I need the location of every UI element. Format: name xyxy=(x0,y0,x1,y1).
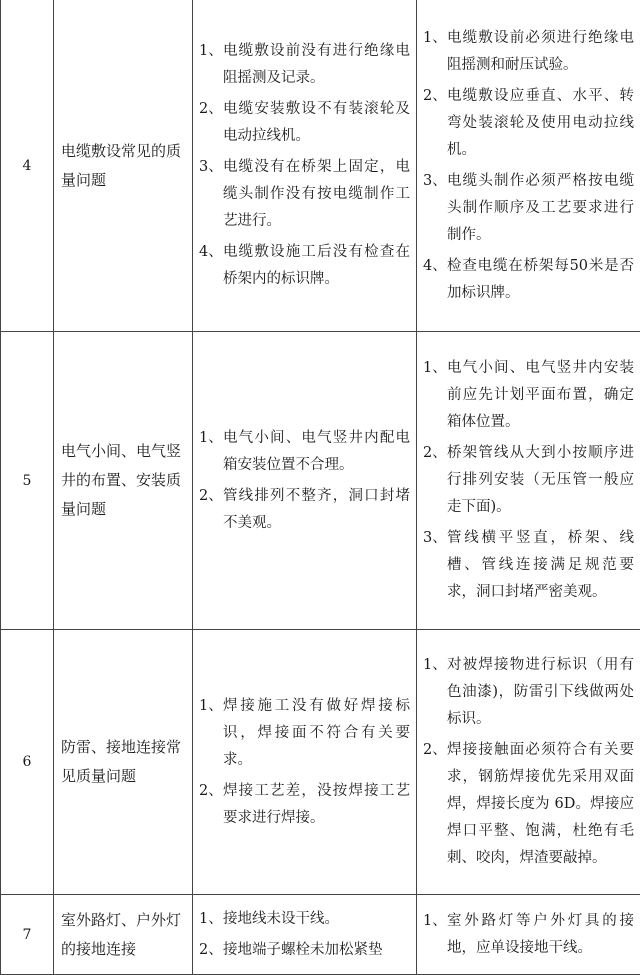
table-row xyxy=(1,895,640,975)
list-item: 3、 管线横平竖直，桥架、线槽、管线连接满足规范要求，洞口封堵严密美观。 xyxy=(423,525,634,606)
measure-list xyxy=(423,355,634,606)
problem-cell xyxy=(193,332,417,630)
row-number: 4 xyxy=(1,0,54,332)
measure-cell xyxy=(417,332,640,630)
list-item: 2、 焊接工艺差，没按焊接工艺要求进行焊接。 xyxy=(199,778,410,832)
measure-cell xyxy=(417,895,640,975)
issue-topic: 室外路灯、户外灯的接地连接 xyxy=(54,895,193,975)
list-item: 2、 电缆敷设应垂直、水平、转弯处装滚轮及使用电动拉线机。 xyxy=(423,83,634,164)
measure-list xyxy=(423,652,634,872)
list-item: 1、 电气小间、电气竖井内配电箱安装位置不合理。 xyxy=(199,425,410,479)
list-item: 1、 室外路灯等户外灯具的接地，应单设接地干线。 xyxy=(423,908,634,962)
table-row xyxy=(1,332,640,630)
list-item: 1、 焊接施工没有做好焊接标识，焊接面不符合有关要求。 xyxy=(199,693,410,774)
list-item: 2、 接地端子螺栓未加松紧垫 xyxy=(199,937,410,964)
table-row xyxy=(1,630,640,895)
list-item: 3、 电缆头制作必须严格按电缆头制作顺序及工艺要求进行制作。 xyxy=(423,168,634,249)
row-number: 6 xyxy=(1,630,54,895)
row-number: 7 xyxy=(1,895,54,975)
measure-list xyxy=(423,25,634,307)
list-item: 4、 检查电缆在桥架每50米是否加标识牌。 xyxy=(423,253,634,307)
table-row xyxy=(1,0,640,332)
row-number: 5 xyxy=(1,332,54,630)
list-item: 1、 电气小间、电气竖井内安装前应先计划平面布置，确定箱体位置。 xyxy=(423,355,634,436)
list-item: 1、 电缆敷设前没有进行绝缘电阻摇测及记录。 xyxy=(199,38,410,92)
measure-cell xyxy=(417,0,640,332)
list-item: 1、 电缆敷设前必须进行绝缘电阻摇测和耐压试验。 xyxy=(423,25,634,79)
problem-list xyxy=(199,38,410,293)
list-item: 3、 电缆没有在桥架上固定，电缆头制作没有按电缆制作工艺进行。 xyxy=(199,154,410,235)
problem-cell xyxy=(193,630,417,895)
problem-list xyxy=(199,906,410,964)
problem-cell xyxy=(193,0,417,332)
issue-topic: 电缆敷设常见的质量问题 xyxy=(54,0,193,332)
list-item: 2、 管线排列不整齐，洞口封堵不美观。 xyxy=(199,483,410,537)
list-item: 2、 焊接接触面必须符合有关要求，钢筋焊接优先采用双面焊，焊接长度为 6D。焊接应焊口平整、饱满，杜绝有毛刺、咬肉，焊渣要敲掉。 xyxy=(423,737,634,872)
measure-cell xyxy=(417,630,640,895)
list-item: 2、 电缆安装敷设不有装滚轮及电动拉线机。 xyxy=(199,96,410,150)
list-item: 1、 对被焊接物进行标识（用有色油漆)，防雷引下线做两处标识。 xyxy=(423,652,634,733)
list-item: 1、 接地线未设干线。 xyxy=(199,906,410,933)
problem-list xyxy=(199,425,410,537)
problem-list xyxy=(199,693,410,832)
issue-topic: 防雷、接地连接常见质量问题 xyxy=(54,630,193,895)
list-item: 2、 桥架管线从大到小按顺序进行排列安装（无压管一般应走下面)。 xyxy=(423,440,634,521)
issue-topic: 电气小间、电气竖井的布置、安装质量问题 xyxy=(54,332,193,630)
measure-list xyxy=(423,908,634,962)
problem-cell xyxy=(193,895,417,975)
list-item: 4、 电缆敷设施工后没有检查在桥架内的标识牌。 xyxy=(199,239,410,293)
